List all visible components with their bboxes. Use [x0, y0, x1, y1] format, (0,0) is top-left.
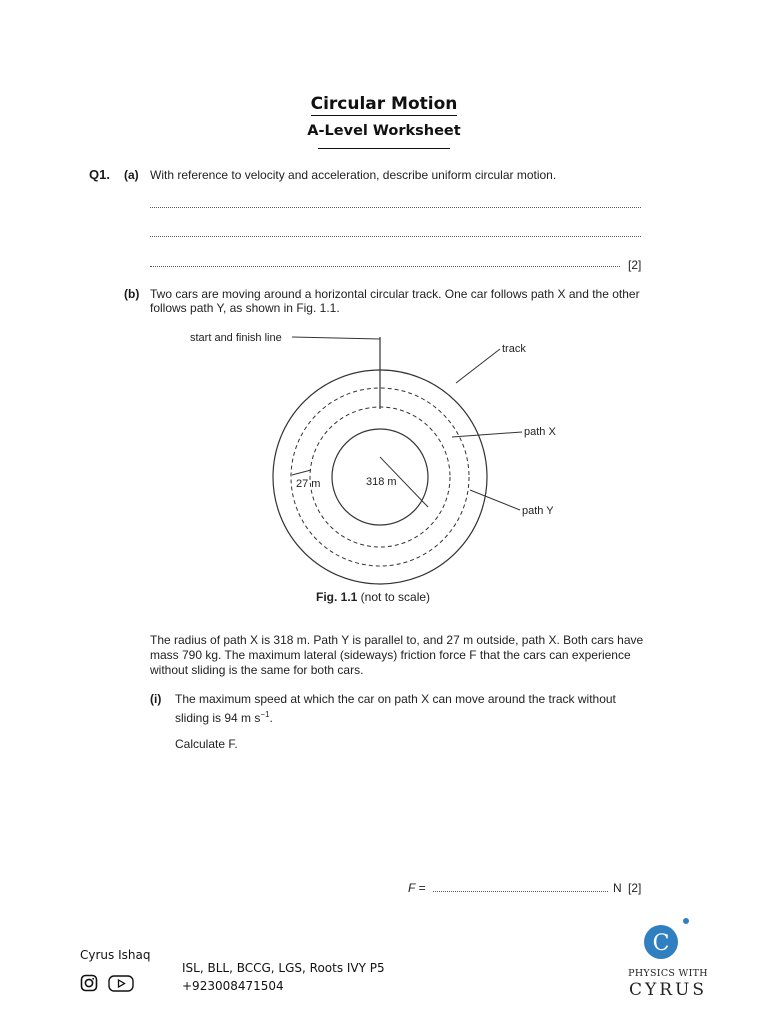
part-b-text-line2: follows path Y, as shown in Fig. 1.1. [150, 301, 340, 315]
figure-caption: Fig. 1.1 (not to scale) [316, 590, 431, 604]
part-a-marks: [2] [628, 258, 642, 272]
question-number: Q1. [89, 167, 110, 182]
phone-number: +923008471504 [182, 979, 284, 993]
answer-field[interactable] [433, 891, 608, 892]
gap-label: 27 m [296, 478, 321, 490]
sub-i-label: (i) [150, 692, 162, 706]
subtitle-underline [318, 148, 450, 149]
answer-line-3[interactable] [150, 266, 620, 267]
logo-letter: C [652, 931, 670, 956]
part-b-label: (b) [124, 287, 140, 301]
youtube-icon[interactable] [108, 975, 134, 992]
track-diagram [180, 325, 580, 585]
answer-unit: N [613, 881, 622, 895]
track-label: track [502, 343, 526, 355]
page-subtitle: A-Level Worksheet [307, 123, 461, 139]
sub-i-line1: The maximum speed at which the car on path X can move around the track without [175, 692, 616, 706]
path-x-leader [452, 432, 522, 437]
info-line1: The radius of path X is 318 m. Path Y is parallel to, and 27 m outside, path X. Both cars have [150, 633, 644, 647]
start-line-leader [292, 337, 380, 339]
part-a-label: (a) [124, 168, 139, 182]
info-line2: mass 790 kg. The maximum lateral (sideways) friction force F that the cars can experience [150, 648, 631, 662]
path-x-label: path X [524, 426, 556, 438]
part-a-text: With reference to velocity and acceleration, describe uniform circular motion. [150, 168, 557, 182]
logo-line1: PHYSICS WITH [628, 968, 708, 979]
path-y-label: path Y [522, 505, 554, 517]
author-name: Cyrus Ishaq [80, 948, 151, 962]
logo-dot [683, 918, 689, 924]
logo-line2: CYRUS [628, 980, 707, 1000]
gap-dimension [292, 470, 311, 475]
answer-line-2[interactable] [150, 236, 641, 237]
radius-label: 318 m [366, 476, 397, 488]
path-y-leader [470, 490, 520, 510]
part-b-text-line1: Two cars are moving around a horizontal circular track. One car follows path X and the other [150, 287, 640, 301]
schools-list: ISL, BLL, BCCG, LGS, Roots IVY P5 [182, 961, 385, 975]
page-title: Circular Motion [310, 94, 458, 114]
sub-i-marks: [2] [628, 881, 642, 895]
physics-with-cyrus-logo [636, 915, 696, 963]
start-line-label: start and finish line [190, 332, 282, 344]
sub-i-line2: sliding is 94 m $s^{-1}$. [175, 710, 273, 725]
sub-i-instruction: Calculate F. [175, 737, 238, 751]
info-line3: without sliding is the same for both cars. [150, 663, 364, 677]
track-leader [456, 349, 500, 383]
answer-line-1[interactable] [150, 207, 641, 208]
answer-prefix: F = [408, 881, 426, 895]
instagram-icon[interactable] [80, 974, 98, 992]
